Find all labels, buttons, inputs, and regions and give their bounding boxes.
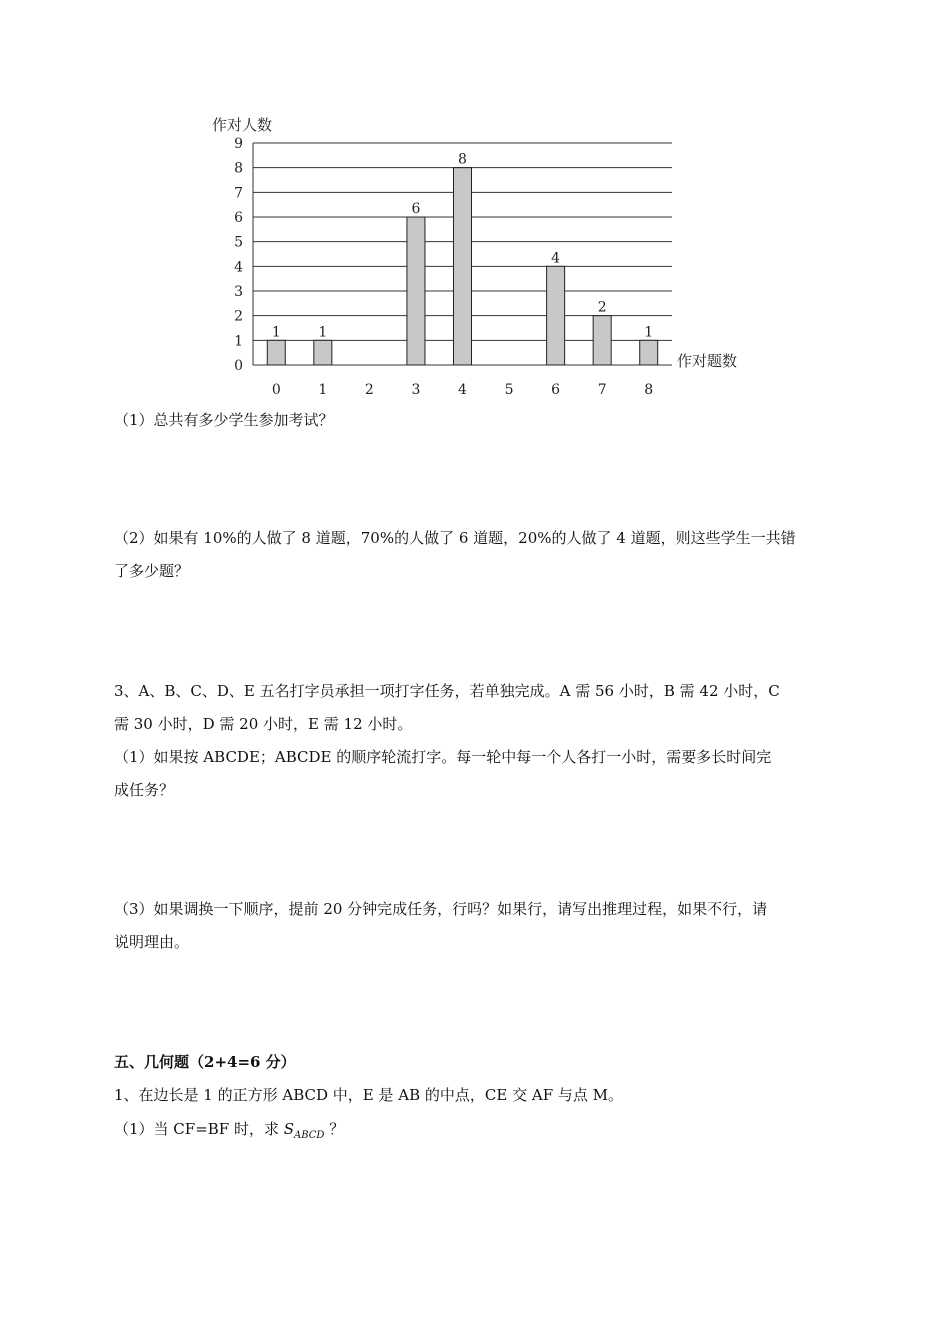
data-label: 4: [551, 250, 561, 267]
bar: [547, 266, 565, 365]
y-tick-label: 4: [234, 259, 243, 276]
y-axis-label: 作对人数: [212, 116, 273, 134]
x-tick-label: 6: [551, 382, 561, 398]
bar: [314, 340, 332, 365]
bar: [593, 316, 611, 365]
geometry-question-1-1: （1）当 CF=BF 时，求 $S_{ABCD}$ ？: [114, 1120, 345, 1141]
y-tick-label: 5: [234, 234, 243, 251]
bar: [454, 168, 472, 365]
geometry-question-1: 1、在边长是 1 的正方形 ABCD 中，E 是 AB 的中点，CE 交 AF 与点 M。: [114, 1086, 624, 1104]
data-label: 6: [411, 201, 421, 217]
x-tick-label: 7: [597, 382, 607, 398]
data-label: 1: [318, 324, 328, 341]
data-label: 8: [458, 151, 467, 168]
y-tick-label: 0: [234, 358, 243, 374]
bar: [267, 340, 285, 365]
bar-chart: [200, 108, 760, 403]
x-tick-label: 1: [318, 382, 328, 398]
x-tick-label: 2: [364, 382, 374, 398]
x-tick-label: 3: [411, 382, 421, 398]
area-symbol: S: [283, 1120, 295, 1138]
data-label: 1: [271, 324, 281, 341]
x-tick-label: 8: [644, 382, 654, 398]
y-tick-label: 1: [234, 333, 243, 350]
data-label: 1: [644, 324, 654, 341]
y-tick-label: 7: [234, 185, 243, 202]
bar: [407, 217, 425, 365]
question-3-3: （3）如果调换一下顺序，提前 20 分钟完成任务，行吗？如果行，请写出推理过程，如果不行，请 说明理由。: [114, 900, 768, 951]
question-2-2: （2）如果有 10%的人做了 8 道题，70%的人做了 6 道题，20%的人做了 4 道题，则这些学生一共错 了多少题？: [114, 529, 796, 580]
question-2-1: （1）总共有多少学生参加考试？: [114, 411, 334, 429]
question-3: 3、A、B、C、D、E 五名打字员承担一项打字任务，若单独完成。A 需 56 小时，B 需 42 小时，C 需 30 小时，D 需 20 小时，E 需 12 小时。: [114, 682, 780, 733]
x-tick-label: 5: [504, 382, 514, 398]
y-tick-label: 8: [234, 160, 243, 177]
section-5-title: 五、几何题（2+4=6 分）: [114, 1053, 296, 1071]
question-3-1: （1）如果按 ABCDE；ABCDE 的顺序轮流打字。每一轮中每一个人各打一小时，需要多长时间完 成任务？: [114, 748, 772, 799]
x-tick-label: 0: [271, 382, 281, 398]
y-tick-label: 9: [234, 136, 243, 152]
y-tick-label: 6: [234, 210, 243, 226]
data-label: 2: [597, 299, 607, 316]
x-tick-label: 4: [458, 382, 467, 398]
area-subscript: ABCD: [294, 1130, 325, 1141]
y-tick-label: 3: [234, 284, 243, 300]
bar: [640, 340, 658, 365]
x-axis-label: 作对题数: [677, 352, 738, 370]
y-tick-label: 2: [234, 308, 243, 325]
